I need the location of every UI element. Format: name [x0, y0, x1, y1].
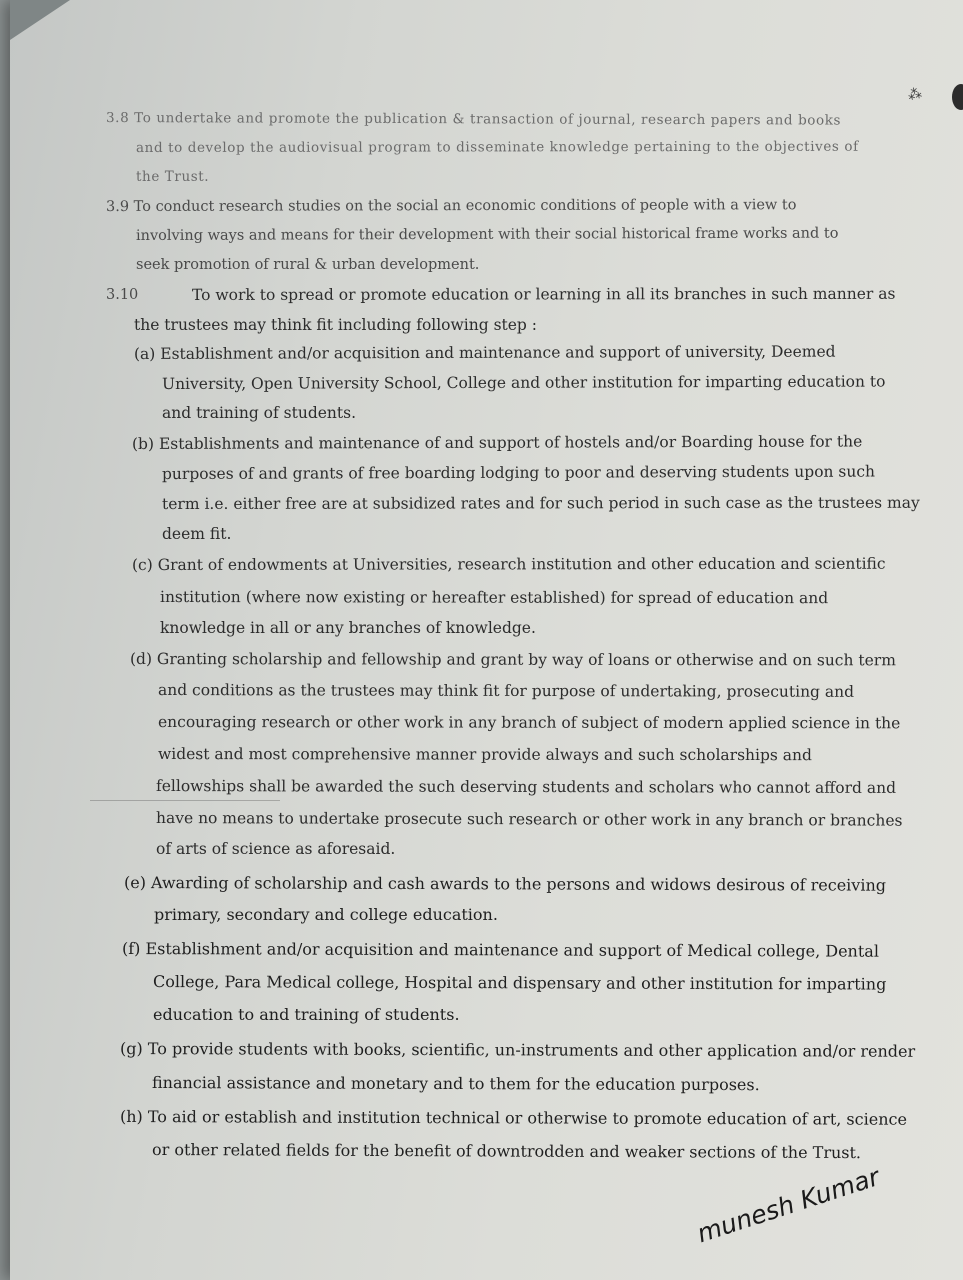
section-number-3-10: 3.10 [106, 287, 139, 303]
item-d: (d) Granting scholarship and fellowship and grant by way of loans or otherwise and on such term [129, 650, 896, 670]
item-e: (e) Awarding of scholarship and cash awards to the persons and widows desirous of receiving [123, 873, 887, 895]
text-line: financial assistance and monetary and to them for the education purposes. [151, 1073, 760, 1095]
text-line: University, Open University School, College and other institution for imparting education to [161, 372, 886, 393]
item-h: (h) To aid or establish and institution technical or otherwise to promote education of art, science [119, 1107, 907, 1129]
text-line: of arts of science as aforesaid. [156, 840, 396, 858]
document-page [10, 0, 963, 1280]
page-corner-fold [10, 0, 70, 40]
item-g: (g) To provide students with books, scientific, un-instruments and other application and/or render [119, 1039, 916, 1061]
text-line: term i.e. either free are at subsidized rates and for such period in such case as the trustees may [161, 493, 920, 513]
item-a: (a) Establishment and/or acquisition and maintenance and support of university, Deemed [133, 342, 836, 363]
text-line: and to develop the audiovisual program to disseminate knowledge pertaining to the objectives of [135, 138, 859, 156]
text-line: seek promotion of rural & urban development. [136, 257, 480, 273]
faint-rule [90, 800, 280, 801]
text-line: College, Para Medical college, Hospital and dispensary and other institution for imparting [152, 972, 887, 994]
text-line: involving ways and means for their development with their social historical frame works and to [135, 225, 839, 244]
text-line: the Trust. [136, 169, 210, 185]
text-line: or other related fields for the benefit of downtrodden and weaker sections of the Trust. [151, 1140, 862, 1163]
page-edge-mark [952, 84, 963, 110]
text-line-3-9: 3.9 To conduct research studies on the social an economic conditions of people with a view to [105, 197, 797, 215]
text-line: encouraging research or other work in any branch of subject of modern applied science in the [157, 713, 901, 733]
text-line: institution (where now existing or hereafter established) for spread of education and [159, 588, 829, 608]
text-line: deem fit. [162, 525, 232, 543]
text-line: the trustees may think fit including following step : [134, 316, 537, 334]
text-line: primary, secondary and college education. [154, 905, 498, 924]
item-b: (b) Establishments and maintenance of and support of hostels and/or Boarding house for the [131, 432, 863, 453]
text-line: and training of students. [162, 404, 357, 422]
item-c: (c) Grant of endowments at Universities, research institution and other education and scientific [131, 554, 886, 574]
text-line: education to and training of students. [153, 1005, 460, 1024]
ink-smudge: ⁂ [906, 85, 924, 105]
handwritten-signature: munesh Kumar [693, 1162, 883, 1249]
text-line: purposes of and grants of free boarding lodging to poor and deserving students upon such [161, 462, 876, 483]
item-f: (f) Establishment and/or acquisition and maintenance and support of Medical college, Dental [121, 939, 879, 961]
text-line: fellowships shall be awarded the such deserving students and scholars who cannot afford and [155, 777, 897, 797]
text-line: widest and most comprehensive manner provide always and such scholarships and [157, 745, 812, 765]
text-line: have no means to undertake prosecute such research or other work in any branch or branches [155, 809, 903, 830]
text-line: knowledge in all or any branches of knowledge. [160, 619, 536, 637]
text-line-3-8: 3.8 To undertake and promote the publication & transaction of journal, research papers and books [105, 110, 842, 129]
text-line: To work to spread or promote education or learning in all its branches in such manner as [191, 284, 896, 304]
text-line: and conditions as the trustees may think fit for purpose of undertaking, prosecuting and [157, 681, 855, 701]
